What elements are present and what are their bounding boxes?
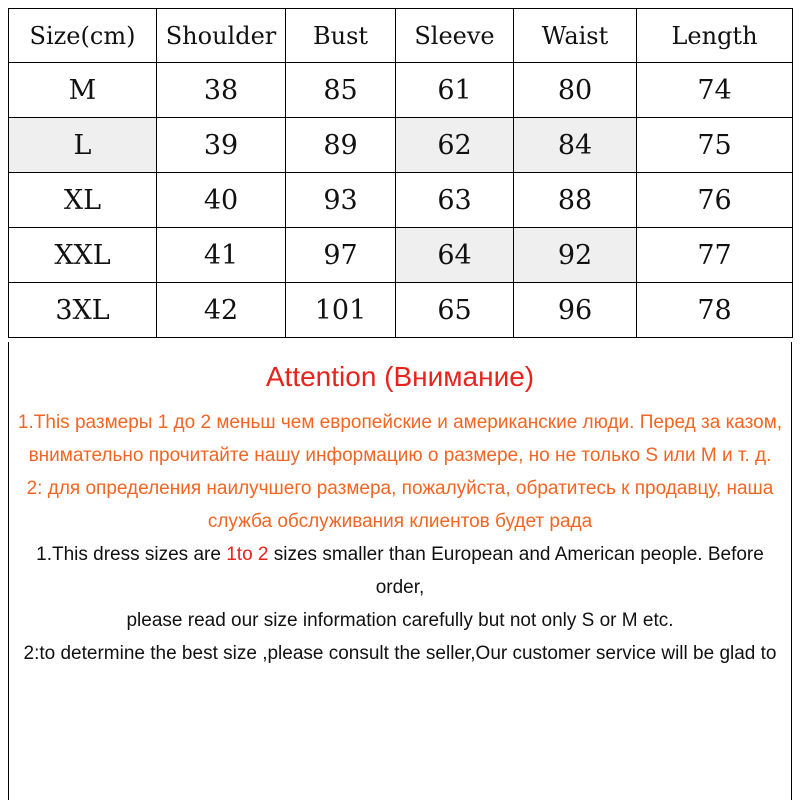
cell-sleeve: 62 bbox=[396, 118, 514, 173]
cell-size: XXL bbox=[9, 228, 157, 283]
cell-bust: 85 bbox=[286, 63, 396, 118]
attention-heading: Attention (Внимание) bbox=[265, 361, 535, 392]
cell-bust: 93 bbox=[286, 173, 396, 228]
header-sleeve: Sleeve bbox=[396, 9, 514, 63]
table-row bbox=[9, 118, 793, 173]
cell-shoulder: 42 bbox=[157, 283, 286, 338]
cell-sleeve: 64 bbox=[396, 228, 514, 283]
cell-size: XL bbox=[9, 173, 157, 228]
english-note-1-end: sizes smaller than European and American people. Before order, bbox=[268, 544, 764, 598]
cell-waist: 96 bbox=[514, 283, 637, 338]
cell-shoulder: 39 bbox=[157, 118, 286, 173]
cell-size: 3XL bbox=[9, 283, 157, 338]
cell-size: M bbox=[9, 63, 157, 118]
english-note-1-highlight: 1to 2 bbox=[226, 544, 269, 565]
header-bust: Bust bbox=[286, 9, 396, 63]
cell-waist: 84 bbox=[514, 118, 637, 173]
header-waist: Waist bbox=[514, 9, 637, 63]
cell-waist: 88 bbox=[514, 173, 637, 228]
russian-note-2: внимательно прочитайте нашу информацию о размере, но не только S или M и т. д. bbox=[28, 445, 772, 466]
cell-length: 74 bbox=[637, 63, 793, 118]
cell-sleeve: 63 bbox=[396, 173, 514, 228]
size-table bbox=[8, 8, 793, 338]
cell-size: L bbox=[9, 118, 157, 173]
cell-length: 76 bbox=[637, 173, 793, 228]
header-shoulder: Shoulder bbox=[157, 9, 286, 63]
cell-sleeve: 61 bbox=[396, 63, 514, 118]
header-length: Length bbox=[637, 9, 793, 63]
russian-note-1: 1.This размеры 1 до 2 меньш чем европейские и американские люди. Перед за казом, bbox=[17, 412, 783, 433]
cell-bust: 101 bbox=[286, 283, 396, 338]
size-notes bbox=[8, 342, 792, 800]
cell-bust: 89 bbox=[286, 118, 396, 173]
table-row bbox=[9, 228, 793, 283]
english-note-2: please read our size information carefully but not only S or M etc. bbox=[126, 610, 674, 631]
cell-waist: 92 bbox=[514, 228, 637, 283]
english-note-1-start: 1.This dress sizes are bbox=[36, 544, 227, 565]
table-row bbox=[9, 63, 793, 118]
table-header-row bbox=[9, 9, 793, 63]
russian-note-3: 2: для определения наилучшего размера, пожалуйста, обратитесь к продавцу, наша служба обслуживания клиентов будет рада bbox=[26, 478, 774, 532]
cell-length: 78 bbox=[637, 283, 793, 338]
cell-length: 75 bbox=[637, 118, 793, 173]
english-note-3: 2:to determine the best size ,please consult the seller,Our customer service will be glad to bbox=[23, 643, 777, 664]
table-row bbox=[9, 283, 793, 338]
cell-shoulder: 41 bbox=[157, 228, 286, 283]
cell-shoulder: 40 bbox=[157, 173, 286, 228]
header-size: Size(cm) bbox=[9, 9, 157, 63]
cell-shoulder: 38 bbox=[157, 63, 286, 118]
cell-waist: 80 bbox=[514, 63, 637, 118]
cell-bust: 97 bbox=[286, 228, 396, 283]
table-row bbox=[9, 173, 793, 228]
english-note-1 bbox=[13, 538, 787, 604]
cell-length: 77 bbox=[637, 228, 793, 283]
cell-sleeve: 65 bbox=[396, 283, 514, 338]
